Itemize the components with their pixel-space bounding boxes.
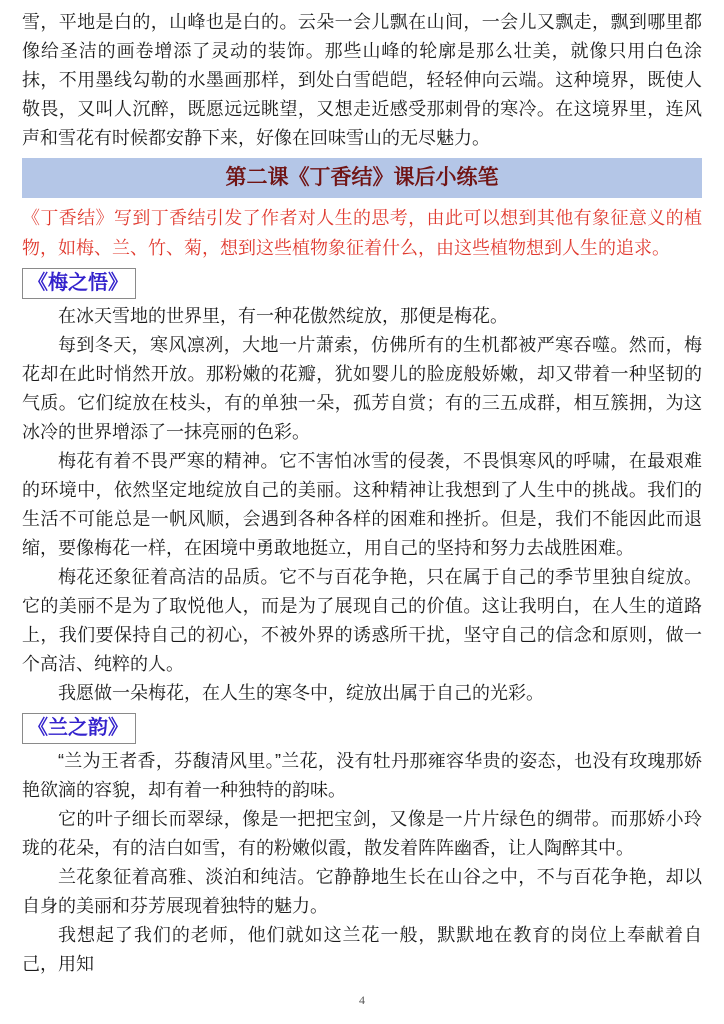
essay-lan-paragraph-4: 我想起了我们的老师，他们就如这兰花一般，默默地在教育的岗位上奉献着自己，用知: [22, 925, 702, 974]
lesson-header-band: [22, 158, 702, 198]
intro-continuation-paragraph: 雪，平地是白的，山峰也是白的。云朵一会儿飘在山间，一会儿又飘走，飘到哪里都像给圣洁的画卷增添了灵动的装饰。那些山峰的轮廓是那么壮美，就像只用白色涂抹，不用墨线勾勒的水墨画那样，到处白雪皑皑，轻轻伸向云端。这种境界，既使人敬畏，又叫人沉醉，既愿远远眺望，又想走近感受那刺骨的寒冷。在这境界里，连风声和雪花有时候都安静下来，好像在回味雪山的无尽魅力。: [22, 12, 702, 148]
essay-title-lan: 《兰之韵》: [22, 713, 136, 744]
page-number: 4: [359, 993, 365, 1007]
prompt-paragraph: 《丁香结》写到丁香结引发了作者对人生的思考，由此可以想到其他有象征意义的植物，如梅、兰、竹、菊，想到这些植物象征着什么，由这些植物想到人生的追求。: [22, 208, 702, 258]
essay-lan-paragraph-2: 它的叶子细长而翠绿，像是一把把宝剑，又像是一片片绿色的绸带。而那娇小玲珑的花朵，有的洁白如雪，有的粉嫩似霞，散发着阵阵幽香，让人陶醉其中。: [22, 809, 702, 858]
essay-mei-paragraph-1: 在冰天雪地的世界里，有一种花傲然绽放，那便是梅花。: [58, 306, 508, 326]
essay-lan: [22, 708, 702, 979]
essay-mei-paragraph-3: 梅花有着不畏严寒的精神。它不害怕冰雪的侵袭，不畏惧寒风的呼啸，在最艰难的环境中，依然坚定地绽放自己的美丽。这种精神让我想到了人生中的挑战。我们的生活不可能总是一帆风顺，会遇到各种各样的困难和挫折。但是，我们不能因此而退缩，要像梅花一样，在困境中勇敢地挺立，用自己的坚持和努力去战胜困难。: [22, 451, 702, 558]
essay-lan-paragraph-1: “兰为王者香，芬馥清风里。”兰花，没有牡丹那雍容华贵的姿态，也没有玫瑰那娇艳欲滴的容貌，却有着一种独特的韵味。: [22, 751, 702, 800]
essay-title-mei: 《梅之悟》: [22, 268, 136, 299]
essay-mei-paragraph-4: 梅花还象征着高洁的品质。它不与百花争艳，只在属于自己的季节里独自绽放。它的美丽不是为了取悦他人，而是为了展现自己的价值。这让我明白，在人生的道路上，我们要保持自己的初心，不被外界的诱惑所干扰，坚守自己的信念和原则，做一个高洁、纯粹的人。: [22, 567, 702, 674]
lesson-header-title: 第二课《丁香结》课后小练笔: [225, 166, 499, 189]
essay-mei-paragraph-2: 每到冬天，寒风凛冽，大地一片萧索，仿佛所有的生机都被严寒吞噬。然而，梅花却在此时悄然开放。那粉嫩的花瓣，犹如婴儿的脸庞般娇嫩，却又带着一种坚韧的气质。它们绽放在枝头，有的单独一朵，孤芳自赏；有的三五成群，相互簇拥，为这冰冷的世界增添了一抹亮丽的色彩。: [22, 335, 702, 442]
essay-mei-paragraph-5: 我愿做一朵梅花，在人生的寒冬中，绽放出属于自己的光彩。: [58, 683, 544, 703]
essay-mei: [22, 263, 702, 708]
essay-lan-paragraph-3: 兰花象征着高雅、淡泊和纯洁。它静静地生长在山谷之中，不与百花争艳，却以自身的美丽和芬芳展现着独特的魅力。: [22, 867, 702, 916]
